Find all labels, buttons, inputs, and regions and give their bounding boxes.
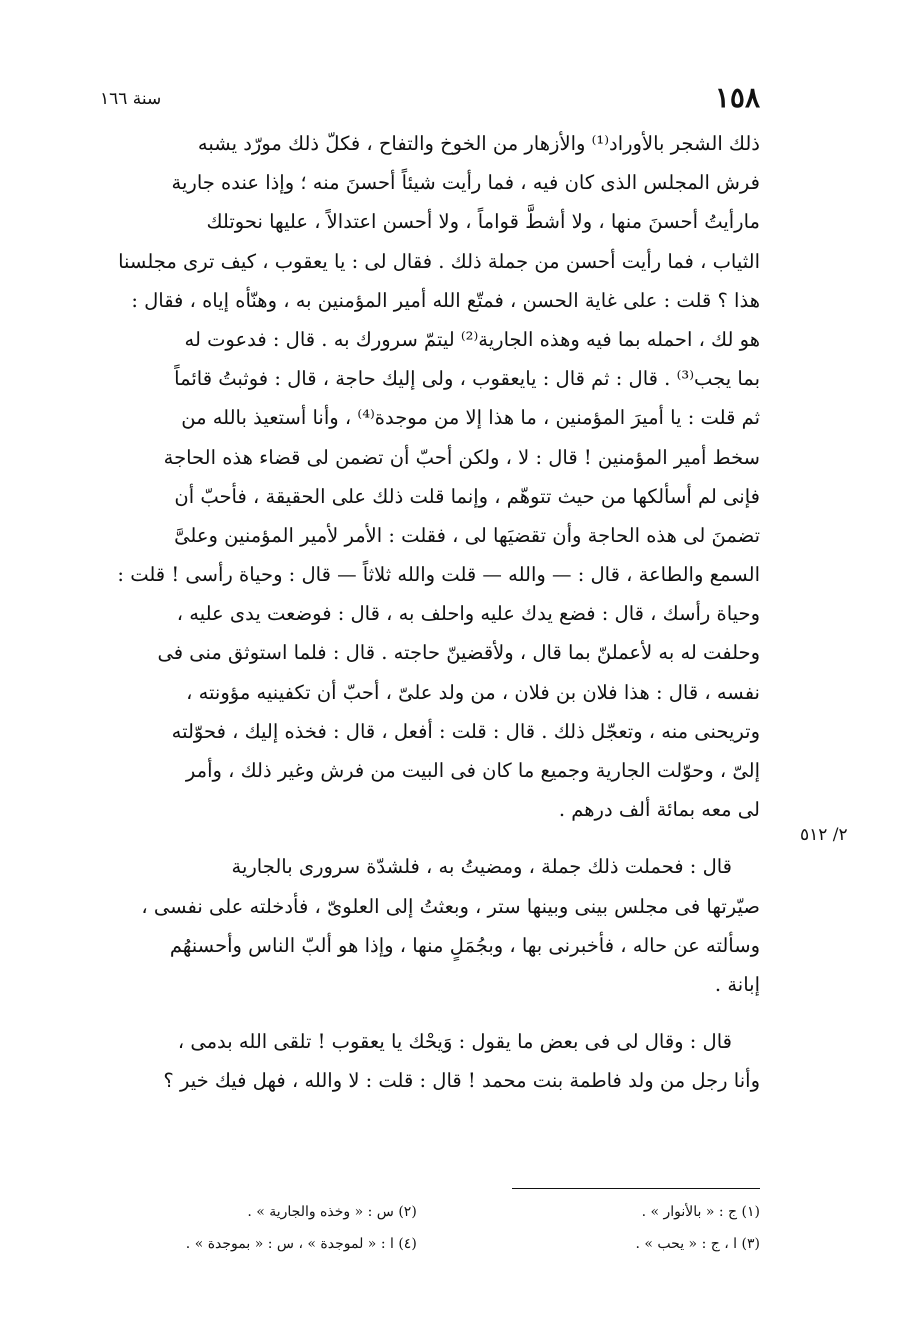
text-line: ذلك الشجر بالأوراد⁽¹⁾ والأزهار من الخوخ والتفاح ، فكلّ ذلك مورّد يشبه	[197, 132, 760, 155]
footnote: (٣) ا ، ج : « يحب » .	[635, 1236, 760, 1252]
body-text	[100, 124, 760, 1101]
footnote-divider	[512, 1188, 760, 1189]
text-line: سخط أمير المؤمنين ! قال : لا ، ولكن أحبّ أن تضمن لى قضاء هذه الحاجة	[163, 445, 760, 469]
text-line: صيّرتها فى مجلس بينى وبينها ستر ، وبعثتُ إلى العلوىّ ، فأدخلته على نفسى ،	[141, 894, 760, 918]
text-line: فرش المجلس الذى كان فيه ، فما رأيت شيئاً أحسنَ منه ؛ وإذا عنده جارية	[171, 171, 760, 195]
text-line: نفسه ، قال : هذا فلان بن فلان ، من ولد علىّ ، أحبّ أن تكفينيه مؤونته ،	[186, 680, 760, 704]
margin-reference: ٢/ ٥١٢	[800, 825, 848, 845]
footnote: (٢) س : « وخذه والجارية » .	[247, 1204, 417, 1220]
text-line: فإنى لم أسألكها من حيث تتوهّم ، وإنما قلت ذلك على الحقيقة ، فأحبّ أن	[174, 484, 760, 508]
footnote: (٤) ا : « لموجدة » ، س : « بموجدة » .	[185, 1236, 417, 1252]
text-line: بما يجب⁽³⁾ . قال : ثم قال : يايعقوب ، ولى إليك حاجة ، قال : فوثبتُ قائماً	[174, 367, 760, 391]
text-line: إبانة .	[714, 972, 760, 996]
footnotes	[100, 1196, 760, 1260]
text-line: وسألته عن حاله ، فأخبرنى بها ، وبجُمَلٍ منها ، وإذا هو ألبّ الناس وأحسنهُم	[169, 933, 760, 957]
text-line: قال : وقال لى فى بعض ما يقول : وَيحْك يا يعقوب ! تلقى الله بدمى ،	[177, 1030, 732, 1054]
text-line: هذا ؟ قلت : على غاية الحسن ، فمتّع الله أمير المؤمنين به ، وهنّأه إياه ، فقال :	[131, 288, 760, 312]
page-header	[100, 78, 760, 118]
paragraph-1	[100, 124, 760, 829]
text-line: وحلفت له به لأعملنّ بما قال ، ولأقضينّ حاجته . قال : فلما استوثق منى فى	[157, 641, 760, 665]
text-line: الثياب ، فما رأيت أحسن من جملة ذلك . فقال لى : يا يعقوب ، كيف ترى مجلسنا	[118, 249, 760, 273]
running-head: سنة ١٦٦	[100, 89, 162, 109]
text-line: قال : فحملت ذلك جملة ، ومضيتُ به ، فلشدّة سرورى بالجارية	[231, 855, 732, 879]
text-line: تضمنَ لى هذه الحاجة وأن تقضيَها لى ، فقلت : الأمر لأمير المؤمنين وعلىَّ	[174, 523, 760, 547]
footnote-row	[100, 1196, 760, 1228]
paragraph-3	[100, 1022, 760, 1100]
text-line: مارأيتُ أحسنَ منها ، ولا أشطَّ قواماً ، ولا أحسن اعتدالاً ، عليها نحوتلك	[206, 210, 760, 234]
page-number: ١٥٨	[714, 81, 760, 114]
text-line: وأنا رجل من ولد فاطمة بنت محمد ! قال : قلت : لا والله ، فهل فيك خير ؟	[163, 1069, 760, 1093]
text-line: وتريحنى منه ، وتعجّل ذلك . قال : قلت : أفعل ، قال : فخذه إليك ، فحوّلته	[171, 719, 760, 743]
footnote-row	[100, 1228, 760, 1260]
text-line: وحياة رأسك ، قال : فضع يدك عليه واحلف به ، قال : فوضعت يدى عليه ،	[176, 602, 760, 626]
text-line: إلىّ ، وحوّلت الجارية وجميع ما كان فى البيت من فرش وغير ذلك ، وأمر	[185, 759, 760, 782]
footnote: (١) ج : « بالأنوار » .	[641, 1204, 760, 1220]
text-line: السمع والطاعة ، قال : — والله — قلت والله ثلاثاً — قال : وحياة رأسى ! قلت :	[117, 563, 760, 587]
paragraph-2	[100, 847, 760, 1004]
text-line: لى معه بمائة ألف درهم .	[558, 798, 760, 822]
text-line: هو لك ، احمله بما فيه وهذه الجارية⁽²⁾ ليتمّ سرورك به . قال : فدعوت له	[184, 327, 760, 351]
text-line: ثم قلت : يا أميرَ المؤمنين ، ما هذا إلا من موجدة⁽⁴⁾ ، وأنا أستعيذ بالله من	[181, 406, 760, 430]
